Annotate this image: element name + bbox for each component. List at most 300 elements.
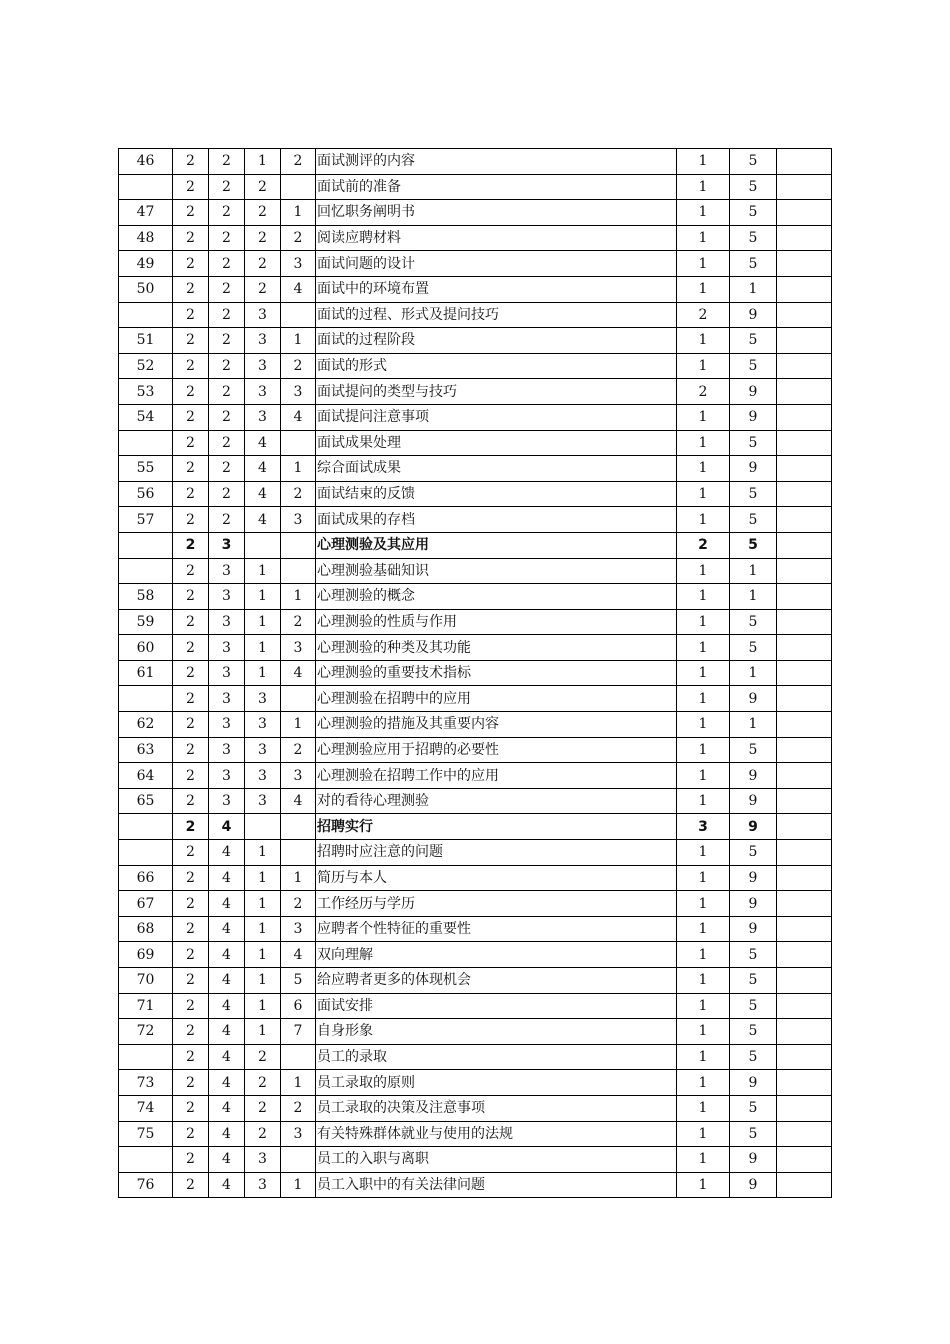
weight-cell: 1 xyxy=(677,788,730,814)
level-4-cell: 1 xyxy=(281,1070,316,1096)
weight-cell: 1 xyxy=(677,584,730,610)
level-4-cell: 1 xyxy=(281,865,316,891)
score-cell: 5 xyxy=(730,532,777,558)
level-4-cell: 1 xyxy=(281,200,316,226)
score-cell: 9 xyxy=(730,456,777,482)
level-4-cell: 2 xyxy=(281,225,316,251)
weight-cell: 1 xyxy=(677,840,730,866)
topic-title-cell: 面试提问注意事项 xyxy=(316,404,677,430)
score-cell: 5 xyxy=(730,942,777,968)
level-2-cell: 4 xyxy=(209,968,245,994)
score-cell: 9 xyxy=(730,891,777,917)
table-row xyxy=(119,379,832,405)
level-4-cell xyxy=(281,686,316,712)
note-cell xyxy=(777,968,832,994)
level-1-cell: 2 xyxy=(173,481,209,507)
level-2-cell: 3 xyxy=(209,609,245,635)
level-4-cell xyxy=(281,1044,316,1070)
row-number-cell: 74 xyxy=(119,1095,173,1121)
table-row xyxy=(119,916,832,942)
score-cell: 9 xyxy=(730,686,777,712)
weight-cell: 1 xyxy=(677,328,730,354)
level-4-cell xyxy=(281,174,316,200)
row-number-cell: 67 xyxy=(119,891,173,917)
topic-title-cell: 心理测验应用于招聘的必要性 xyxy=(316,737,677,763)
row-number-cell: 73 xyxy=(119,1070,173,1096)
table-row xyxy=(119,481,832,507)
level-2-cell: 2 xyxy=(209,404,245,430)
score-cell: 5 xyxy=(730,1019,777,1045)
note-cell xyxy=(777,430,832,456)
level-2-cell: 4 xyxy=(209,891,245,917)
score-cell: 9 xyxy=(730,1070,777,1096)
weight-cell: 1 xyxy=(677,916,730,942)
table-row xyxy=(119,788,832,814)
level-1-cell: 2 xyxy=(173,200,209,226)
weight-cell: 1 xyxy=(677,993,730,1019)
level-3-cell: 3 xyxy=(245,763,281,789)
table-row xyxy=(119,353,832,379)
note-cell xyxy=(777,507,832,533)
table-body xyxy=(119,149,832,1198)
level-4-cell xyxy=(281,558,316,584)
level-1-cell: 2 xyxy=(173,1172,209,1198)
topic-title-cell: 面试成果处理 xyxy=(316,430,677,456)
topic-title-cell: 回忆职务阐明书 xyxy=(316,200,677,226)
weight-cell: 1 xyxy=(677,404,730,430)
level-3-cell: 3 xyxy=(245,404,281,430)
level-3-cell: 1 xyxy=(245,584,281,610)
level-4-cell: 4 xyxy=(281,942,316,968)
level-1-cell: 2 xyxy=(173,1044,209,1070)
weight-cell: 2 xyxy=(677,532,730,558)
level-2-cell: 3 xyxy=(209,712,245,738)
level-2-cell: 2 xyxy=(209,379,245,405)
note-cell xyxy=(777,840,832,866)
level-3-cell: 1 xyxy=(245,916,281,942)
level-1-cell: 2 xyxy=(173,456,209,482)
level-2-cell: 2 xyxy=(209,200,245,226)
level-3-cell: 1 xyxy=(245,635,281,661)
row-number-cell: 58 xyxy=(119,584,173,610)
topic-title-cell: 简历与本人 xyxy=(316,865,677,891)
level-1-cell: 2 xyxy=(173,276,209,302)
table-row xyxy=(119,225,832,251)
level-2-cell: 2 xyxy=(209,328,245,354)
row-number-cell: 64 xyxy=(119,763,173,789)
weight-cell: 1 xyxy=(677,891,730,917)
table-row xyxy=(119,200,832,226)
level-1-cell: 2 xyxy=(173,993,209,1019)
topic-title-cell: 有关特殊群体就业与使用的法规 xyxy=(316,1121,677,1147)
weight-cell: 1 xyxy=(677,609,730,635)
level-1-cell: 2 xyxy=(173,609,209,635)
weight-cell: 1 xyxy=(677,635,730,661)
level-1-cell: 2 xyxy=(173,916,209,942)
weight-cell: 1 xyxy=(677,507,730,533)
level-4-cell xyxy=(281,840,316,866)
level-4-cell: 2 xyxy=(281,891,316,917)
level-4-cell: 6 xyxy=(281,993,316,1019)
note-cell xyxy=(777,225,832,251)
level-3-cell: 2 xyxy=(245,276,281,302)
level-2-cell: 4 xyxy=(209,1147,245,1173)
level-1-cell: 2 xyxy=(173,942,209,968)
level-2-cell: 4 xyxy=(209,1044,245,1070)
note-cell xyxy=(777,532,832,558)
level-4-cell: 2 xyxy=(281,737,316,763)
row-number-cell: 70 xyxy=(119,968,173,994)
topic-title-cell: 面试问题的设计 xyxy=(316,251,677,277)
note-cell xyxy=(777,481,832,507)
row-number-cell: 66 xyxy=(119,865,173,891)
level-4-cell: 3 xyxy=(281,379,316,405)
level-3-cell: 1 xyxy=(245,968,281,994)
level-3-cell: 1 xyxy=(245,149,281,175)
row-number-cell: 63 xyxy=(119,737,173,763)
topic-title-cell: 双向理解 xyxy=(316,942,677,968)
level-3-cell: 2 xyxy=(245,200,281,226)
note-cell xyxy=(777,1121,832,1147)
level-3-cell: 2 xyxy=(245,1044,281,1070)
level-2-cell: 2 xyxy=(209,149,245,175)
level-4-cell: 4 xyxy=(281,276,316,302)
weight-cell: 1 xyxy=(677,660,730,686)
row-number-cell: 51 xyxy=(119,328,173,354)
weight-cell: 1 xyxy=(677,430,730,456)
topic-title-cell: 心理测验的概念 xyxy=(316,584,677,610)
weight-cell: 1 xyxy=(677,1070,730,1096)
topic-title-cell: 心理测验在招聘工作中的应用 xyxy=(316,763,677,789)
level-1-cell: 2 xyxy=(173,865,209,891)
level-1-cell: 2 xyxy=(173,532,209,558)
score-cell: 1 xyxy=(730,712,777,738)
score-cell: 5 xyxy=(730,840,777,866)
level-4-cell: 3 xyxy=(281,916,316,942)
topic-title-cell: 应聘者个性特征的重要性 xyxy=(316,916,677,942)
table-row xyxy=(119,456,832,482)
level-1-cell: 2 xyxy=(173,379,209,405)
row-number-cell xyxy=(119,840,173,866)
level-2-cell: 2 xyxy=(209,507,245,533)
level-3-cell: 4 xyxy=(245,481,281,507)
level-2-cell: 4 xyxy=(209,865,245,891)
weight-cell: 1 xyxy=(677,942,730,968)
row-number-cell xyxy=(119,814,173,840)
weight-cell: 3 xyxy=(677,814,730,840)
weight-cell: 1 xyxy=(677,456,730,482)
score-cell: 1 xyxy=(730,660,777,686)
score-cell: 9 xyxy=(730,763,777,789)
score-cell: 5 xyxy=(730,174,777,200)
level-4-cell: 1 xyxy=(281,712,316,738)
score-cell: 5 xyxy=(730,1044,777,1070)
level-4-cell: 4 xyxy=(281,660,316,686)
score-cell: 5 xyxy=(730,1121,777,1147)
score-cell: 1 xyxy=(730,558,777,584)
level-4-cell: 2 xyxy=(281,149,316,175)
level-3-cell xyxy=(245,532,281,558)
table-row xyxy=(119,1121,832,1147)
weight-cell: 1 xyxy=(677,1121,730,1147)
table-row xyxy=(119,1172,832,1198)
note-cell xyxy=(777,456,832,482)
level-3-cell: 2 xyxy=(245,1070,281,1096)
level-2-cell: 2 xyxy=(209,174,245,200)
score-cell: 1 xyxy=(730,276,777,302)
topic-title-cell: 心理测验的措施及其重要内容 xyxy=(316,712,677,738)
weight-cell: 1 xyxy=(677,1044,730,1070)
weight-cell: 1 xyxy=(677,686,730,712)
score-cell: 5 xyxy=(730,149,777,175)
topic-title-cell: 给应聘者更多的体现机会 xyxy=(316,968,677,994)
row-number-cell xyxy=(119,302,173,328)
level-1-cell: 2 xyxy=(173,430,209,456)
note-cell xyxy=(777,993,832,1019)
score-cell: 9 xyxy=(730,1172,777,1198)
table-row xyxy=(119,584,832,610)
weight-cell: 1 xyxy=(677,1019,730,1045)
row-number-cell xyxy=(119,558,173,584)
note-cell xyxy=(777,1019,832,1045)
weight-cell: 1 xyxy=(677,1172,730,1198)
table-row xyxy=(119,1147,832,1173)
score-cell: 9 xyxy=(730,404,777,430)
note-cell xyxy=(777,609,832,635)
level-1-cell: 2 xyxy=(173,507,209,533)
level-1-cell: 2 xyxy=(173,328,209,354)
table-row xyxy=(119,1095,832,1121)
row-number-cell: 47 xyxy=(119,200,173,226)
level-3-cell: 1 xyxy=(245,558,281,584)
table-row xyxy=(119,507,832,533)
level-2-cell: 2 xyxy=(209,456,245,482)
level-2-cell: 2 xyxy=(209,251,245,277)
weight-cell: 1 xyxy=(677,865,730,891)
level-1-cell: 2 xyxy=(173,174,209,200)
score-cell: 5 xyxy=(730,251,777,277)
topic-title-cell: 心理测验基础知识 xyxy=(316,558,677,584)
row-number-cell: 55 xyxy=(119,456,173,482)
level-2-cell: 4 xyxy=(209,993,245,1019)
note-cell xyxy=(777,379,832,405)
row-number-cell: 46 xyxy=(119,149,173,175)
level-1-cell: 2 xyxy=(173,1121,209,1147)
level-3-cell: 3 xyxy=(245,302,281,328)
level-3-cell: 3 xyxy=(245,353,281,379)
level-3-cell: 2 xyxy=(245,225,281,251)
level-3-cell: 1 xyxy=(245,865,281,891)
note-cell xyxy=(777,1070,832,1096)
row-number-cell xyxy=(119,174,173,200)
topic-title-cell: 员工入职中的有关法律问题 xyxy=(316,1172,677,1198)
level-4-cell: 2 xyxy=(281,481,316,507)
level-4-cell: 2 xyxy=(281,609,316,635)
level-3-cell: 2 xyxy=(245,1095,281,1121)
level-1-cell: 2 xyxy=(173,968,209,994)
note-cell xyxy=(777,1095,832,1121)
level-2-cell: 4 xyxy=(209,1121,245,1147)
level-3-cell: 3 xyxy=(245,737,281,763)
level-4-cell xyxy=(281,532,316,558)
row-number-cell: 59 xyxy=(119,609,173,635)
level-4-cell xyxy=(281,1147,316,1173)
weight-cell: 1 xyxy=(677,225,730,251)
note-cell xyxy=(777,686,832,712)
level-1-cell: 2 xyxy=(173,635,209,661)
level-2-cell: 3 xyxy=(209,660,245,686)
row-number-cell: 75 xyxy=(119,1121,173,1147)
level-4-cell: 5 xyxy=(281,968,316,994)
level-2-cell: 4 xyxy=(209,1019,245,1045)
table-row xyxy=(119,328,832,354)
table-row xyxy=(119,149,832,175)
topic-title-cell: 心理测验的种类及其功能 xyxy=(316,635,677,661)
score-cell: 9 xyxy=(730,814,777,840)
weight-cell: 1 xyxy=(677,174,730,200)
row-number-cell: 71 xyxy=(119,993,173,1019)
note-cell xyxy=(777,865,832,891)
row-number-cell: 60 xyxy=(119,635,173,661)
weight-cell: 1 xyxy=(677,276,730,302)
syllabus-table xyxy=(118,148,832,1198)
score-cell: 5 xyxy=(730,737,777,763)
level-2-cell: 2 xyxy=(209,353,245,379)
table-row xyxy=(119,865,832,891)
level-2-cell: 4 xyxy=(209,942,245,968)
table-row xyxy=(119,174,832,200)
row-number-cell: 49 xyxy=(119,251,173,277)
topic-title-cell: 面试的过程阶段 xyxy=(316,328,677,354)
weight-cell: 1 xyxy=(677,200,730,226)
level-4-cell: 1 xyxy=(281,456,316,482)
level-3-cell: 2 xyxy=(245,251,281,277)
topic-title-cell: 对的看待心理测验 xyxy=(316,788,677,814)
weight-cell: 1 xyxy=(677,968,730,994)
level-2-cell: 3 xyxy=(209,737,245,763)
level-1-cell: 2 xyxy=(173,251,209,277)
note-cell xyxy=(777,200,832,226)
level-2-cell: 4 xyxy=(209,1095,245,1121)
weight-cell: 1 xyxy=(677,149,730,175)
level-2-cell: 4 xyxy=(209,1172,245,1198)
level-1-cell: 2 xyxy=(173,1095,209,1121)
topic-title-cell: 阅读应聘材料 xyxy=(316,225,677,251)
topic-title-cell: 心理测验的重要技术指标 xyxy=(316,660,677,686)
level-1-cell: 2 xyxy=(173,149,209,175)
level-1-cell: 2 xyxy=(173,814,209,840)
note-cell xyxy=(777,404,832,430)
table-row xyxy=(119,737,832,763)
row-number-cell: 52 xyxy=(119,353,173,379)
score-cell: 5 xyxy=(730,968,777,994)
topic-title-cell: 面试提问的类型与技巧 xyxy=(316,379,677,405)
note-cell xyxy=(777,737,832,763)
row-number-cell: 56 xyxy=(119,481,173,507)
level-1-cell: 2 xyxy=(173,712,209,738)
level-1-cell: 2 xyxy=(173,763,209,789)
row-number-cell: 54 xyxy=(119,404,173,430)
row-number-cell: 61 xyxy=(119,660,173,686)
level-4-cell: 4 xyxy=(281,788,316,814)
level-2-cell: 2 xyxy=(209,276,245,302)
score-cell: 9 xyxy=(730,788,777,814)
level-2-cell: 3 xyxy=(209,788,245,814)
table-row xyxy=(119,942,832,968)
level-1-cell: 2 xyxy=(173,686,209,712)
row-number-cell: 72 xyxy=(119,1019,173,1045)
row-number-cell xyxy=(119,1147,173,1173)
level-2-cell: 3 xyxy=(209,763,245,789)
level-1-cell: 2 xyxy=(173,1147,209,1173)
level-4-cell: 1 xyxy=(281,328,316,354)
level-1-cell: 2 xyxy=(173,660,209,686)
level-4-cell: 2 xyxy=(281,1095,316,1121)
note-cell xyxy=(777,328,832,354)
level-4-cell: 3 xyxy=(281,1121,316,1147)
weight-cell: 1 xyxy=(677,763,730,789)
table-row xyxy=(119,302,832,328)
score-cell: 9 xyxy=(730,302,777,328)
level-2-cell: 2 xyxy=(209,430,245,456)
note-cell xyxy=(777,635,832,661)
row-number-cell: 53 xyxy=(119,379,173,405)
level-2-cell: 4 xyxy=(209,1070,245,1096)
level-2-cell: 3 xyxy=(209,532,245,558)
note-cell xyxy=(777,788,832,814)
level-2-cell: 3 xyxy=(209,635,245,661)
level-2-cell: 4 xyxy=(209,840,245,866)
level-4-cell xyxy=(281,430,316,456)
weight-cell: 1 xyxy=(677,1147,730,1173)
weight-cell: 1 xyxy=(677,353,730,379)
score-cell: 9 xyxy=(730,865,777,891)
note-cell xyxy=(777,891,832,917)
weight-cell: 1 xyxy=(677,712,730,738)
topic-title-cell: 招聘实行 xyxy=(316,814,677,840)
level-3-cell: 4 xyxy=(245,507,281,533)
topic-title-cell: 面试前的准备 xyxy=(316,174,677,200)
score-cell: 5 xyxy=(730,225,777,251)
row-number-cell: 62 xyxy=(119,712,173,738)
level-2-cell: 4 xyxy=(209,814,245,840)
level-2-cell: 4 xyxy=(209,916,245,942)
level-4-cell: 4 xyxy=(281,404,316,430)
score-cell: 9 xyxy=(730,379,777,405)
note-cell xyxy=(777,302,832,328)
table-row xyxy=(119,1070,832,1096)
weight-cell: 2 xyxy=(677,302,730,328)
level-3-cell xyxy=(245,814,281,840)
level-3-cell: 1 xyxy=(245,1019,281,1045)
topic-title-cell: 工作经历与学历 xyxy=(316,891,677,917)
row-number-cell: 48 xyxy=(119,225,173,251)
level-1-cell: 2 xyxy=(173,1070,209,1096)
table-row xyxy=(119,276,832,302)
topic-title-cell: 面试结束的反馈 xyxy=(316,481,677,507)
score-cell: 5 xyxy=(730,609,777,635)
topic-title-cell: 员工录取的原则 xyxy=(316,1070,677,1096)
table-row xyxy=(119,993,832,1019)
topic-title-cell: 综合面试成果 xyxy=(316,456,677,482)
score-cell: 5 xyxy=(730,353,777,379)
level-4-cell: 3 xyxy=(281,507,316,533)
weight-cell: 1 xyxy=(677,481,730,507)
level-1-cell: 2 xyxy=(173,353,209,379)
table-row xyxy=(119,430,832,456)
score-cell: 5 xyxy=(730,328,777,354)
topic-title-cell: 心理测验的性质与作用 xyxy=(316,609,677,635)
